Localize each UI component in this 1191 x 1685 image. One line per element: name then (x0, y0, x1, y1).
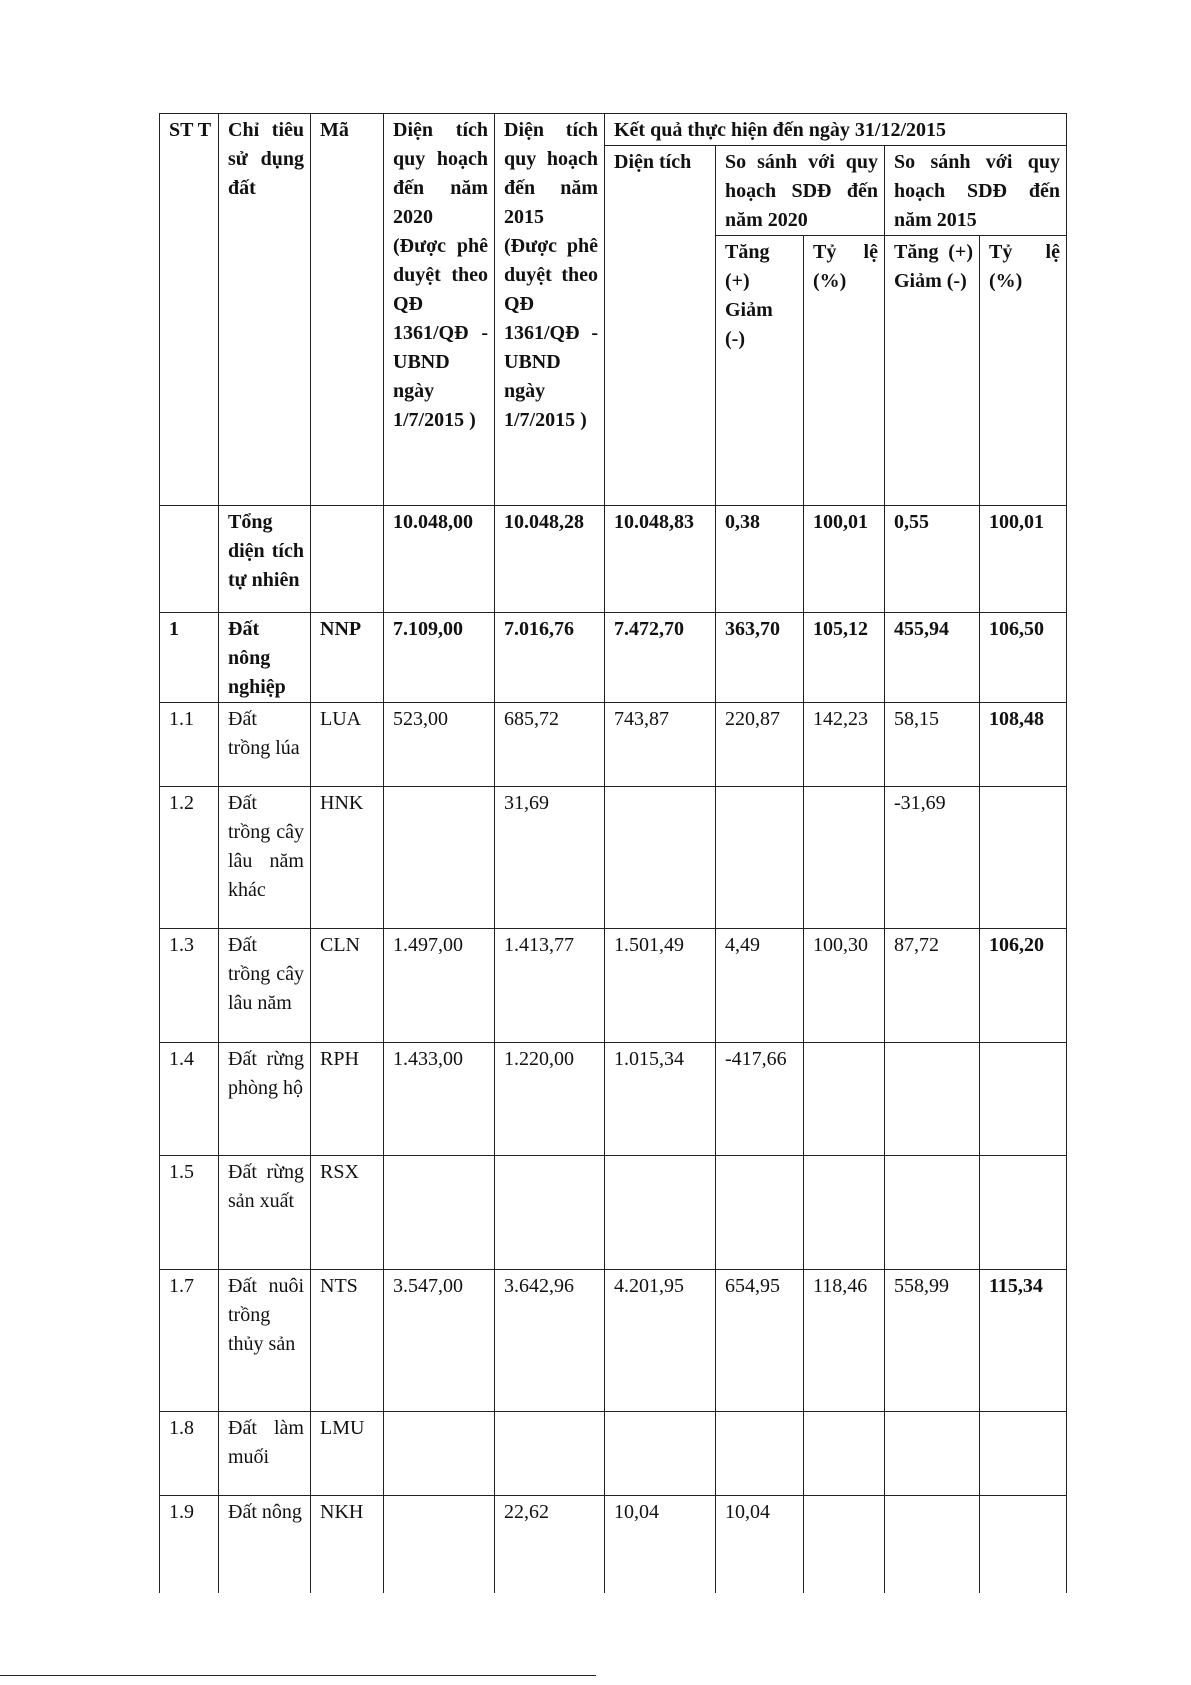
cell-planned-2020: 3.547,00 (384, 1270, 495, 1412)
cell-ratio-2015 (980, 1156, 1067, 1270)
cell-name: Đất nuôi trồng thủy sản (219, 1270, 311, 1412)
cell-change-2015: 87,72 (885, 929, 980, 1043)
cell-change-2020: 0,38 (716, 506, 804, 613)
table-row (160, 1270, 1067, 1412)
cell-area: 7.472,70 (605, 613, 716, 703)
cell-ratio-2015 (980, 1412, 1067, 1496)
header-change-2015: Tăng (+) Giảm (-) (885, 236, 980, 506)
cell-ratio-2015 (980, 1496, 1067, 1594)
cell-stt: 1.1 (160, 703, 219, 787)
cell-code (311, 506, 384, 613)
header-stt: ST T (160, 114, 219, 506)
cell-planned-2020: 523,00 (384, 703, 495, 787)
cell-name: Đất rừng phòng hộ (219, 1043, 311, 1156)
cell-stt: 1.7 (160, 1270, 219, 1412)
cell-change-2015: -31,69 (885, 787, 980, 929)
cell-area: 1.501,49 (605, 929, 716, 1043)
header-results: Kết quả thực hiện đến ngày 31/12/2015 (605, 114, 1067, 146)
cell-code: NNP (311, 613, 384, 703)
cell-change-2020: 4,49 (716, 929, 804, 1043)
cell-planned-2020 (384, 787, 495, 929)
cell-stt: 1.5 (160, 1156, 219, 1270)
cell-planned-2015: 31,69 (495, 787, 605, 929)
cell-stt: 1.2 (160, 787, 219, 929)
header-row-1 (160, 114, 1067, 146)
cell-planned-2015: 10.048,28 (495, 506, 605, 613)
cell-area: 4.201,95 (605, 1270, 716, 1412)
table-row (160, 703, 1067, 787)
cell-ratio-2015: 115,34 (980, 1270, 1067, 1412)
cell-stt: 1.8 (160, 1412, 219, 1496)
cell-change-2015 (885, 1496, 980, 1594)
header-change-2020: Tăng (+) Giảm (-) (716, 236, 804, 506)
cell-ratio-2015 (980, 787, 1067, 929)
cell-area: 10.048,83 (605, 506, 716, 613)
cell-name: Tổng diện tích tự nhiên (219, 506, 311, 613)
cell-planned-2020: 1.433,00 (384, 1043, 495, 1156)
cell-code: NKH (311, 1496, 384, 1594)
cell-ratio-2015 (980, 1043, 1067, 1156)
cell-name: Đất trồng cây lâu năm (219, 929, 311, 1043)
cell-change-2020 (716, 1412, 804, 1496)
cell-area (605, 787, 716, 929)
table-row (160, 1156, 1067, 1270)
cell-code: LUA (311, 703, 384, 787)
cell-area (605, 1156, 716, 1270)
header-area: Diện tích (605, 146, 716, 506)
cell-planned-2015: 3.642,96 (495, 1270, 605, 1412)
cell-stt: 1.3 (160, 929, 219, 1043)
cell-change-2020: 220,87 (716, 703, 804, 787)
cell-planned-2020 (384, 1412, 495, 1496)
footnote-separator (0, 1675, 596, 1676)
table-row (160, 787, 1067, 929)
cell-ratio-2020: 100,01 (804, 506, 885, 613)
table-row (160, 506, 1067, 613)
cell-planned-2015: 685,72 (495, 703, 605, 787)
header-ratio-2015: Tỷ lệ (%) (980, 236, 1067, 506)
cell-planned-2015: 22,62 (495, 1496, 605, 1594)
header-land-use-target: Chỉ tiêu sử dụng đất (219, 114, 311, 506)
cell-planned-2020: 10.048,00 (384, 506, 495, 613)
header-planned-area-2015: Diện tích quy hoạch đến năm 2015 (Được phê duyệt theo QĐ 1361/QĐ -UBND ngày 1/7/2015 ) (495, 114, 605, 506)
cell-ratio-2015: 106,20 (980, 929, 1067, 1043)
cell-stt (160, 506, 219, 613)
land-use-table (159, 113, 1067, 1593)
cell-ratio-2020: 105,12 (804, 613, 885, 703)
cell-code: CLN (311, 929, 384, 1043)
cell-ratio-2020 (804, 1496, 885, 1594)
cell-code: RSX (311, 1156, 384, 1270)
header-compare-2015: So sánh với quy hoạch SDĐ đến năm 2015 (885, 146, 1067, 236)
header-planned-area-2020: Diện tích quy hoạch đến năm 2020 (Được phê duyệt theo QĐ 1361/QĐ -UBND ngày 1/7/2015 ) (384, 114, 495, 506)
cell-change-2015 (885, 1156, 980, 1270)
cell-stt: 1.4 (160, 1043, 219, 1156)
cell-change-2015 (885, 1043, 980, 1156)
cell-change-2015: 455,94 (885, 613, 980, 703)
cell-code: NTS (311, 1270, 384, 1412)
cell-planned-2020 (384, 1156, 495, 1270)
table-row (160, 1412, 1067, 1496)
cell-ratio-2020 (804, 1412, 885, 1496)
table-row (160, 613, 1067, 703)
cell-ratio-2015: 106,50 (980, 613, 1067, 703)
cell-change-2015: 558,99 (885, 1270, 980, 1412)
cell-change-2015 (885, 1412, 980, 1496)
cell-ratio-2020: 118,46 (804, 1270, 885, 1412)
cell-planned-2020: 7.109,00 (384, 613, 495, 703)
cell-change-2020: 10,04 (716, 1496, 804, 1594)
cell-name: Đất trồng lúa (219, 703, 311, 787)
cell-change-2020: 654,95 (716, 1270, 804, 1412)
cell-planned-2020 (384, 1496, 495, 1594)
table-row (160, 1043, 1067, 1156)
cell-area: 10,04 (605, 1496, 716, 1594)
header-ratio-2020: Tỷ lệ (%) (804, 236, 885, 506)
cell-change-2020: -417,66 (716, 1043, 804, 1156)
table-row (160, 1496, 1067, 1594)
cell-name: Đất trồng cây lâu năm khác (219, 787, 311, 929)
cell-name: Đất rừng sản xuất (219, 1156, 311, 1270)
cell-planned-2015: 1.413,77 (495, 929, 605, 1043)
cell-change-2015: 0,55 (885, 506, 980, 613)
cell-area: 1.015,34 (605, 1043, 716, 1156)
cell-area (605, 1412, 716, 1496)
cell-planned-2015 (495, 1156, 605, 1270)
header-code: Mã (311, 114, 384, 506)
cell-ratio-2020: 142,23 (804, 703, 885, 787)
cell-code: HNK (311, 787, 384, 929)
cell-change-2020 (716, 1156, 804, 1270)
cell-ratio-2020 (804, 787, 885, 929)
cell-ratio-2015: 108,48 (980, 703, 1067, 787)
cell-change-2015: 58,15 (885, 703, 980, 787)
cell-planned-2015: 1.220,00 (495, 1043, 605, 1156)
cell-planned-2015 (495, 1412, 605, 1496)
cell-name: Đất nông (219, 1496, 311, 1594)
cell-planned-2020: 1.497,00 (384, 929, 495, 1043)
cell-change-2020: 363,70 (716, 613, 804, 703)
cell-ratio-2020 (804, 1156, 885, 1270)
cell-planned-2015: 7.016,76 (495, 613, 605, 703)
header-compare-2020: So sánh với quy hoạch SDĐ đến năm 2020 (716, 146, 885, 236)
cell-code: LMU (311, 1412, 384, 1496)
cell-stt: 1 (160, 613, 219, 703)
cell-ratio-2020 (804, 1043, 885, 1156)
cell-ratio-2020: 100,30 (804, 929, 885, 1043)
cell-change-2020 (716, 787, 804, 929)
table-viewport (150, 100, 1080, 1593)
cell-name: Đất nông nghiệp (219, 613, 311, 703)
cell-name: Đất làm muối (219, 1412, 311, 1496)
cell-code: RPH (311, 1043, 384, 1156)
table-row (160, 929, 1067, 1043)
cell-ratio-2015: 100,01 (980, 506, 1067, 613)
cell-area: 743,87 (605, 703, 716, 787)
cell-stt: 1.9 (160, 1496, 219, 1594)
